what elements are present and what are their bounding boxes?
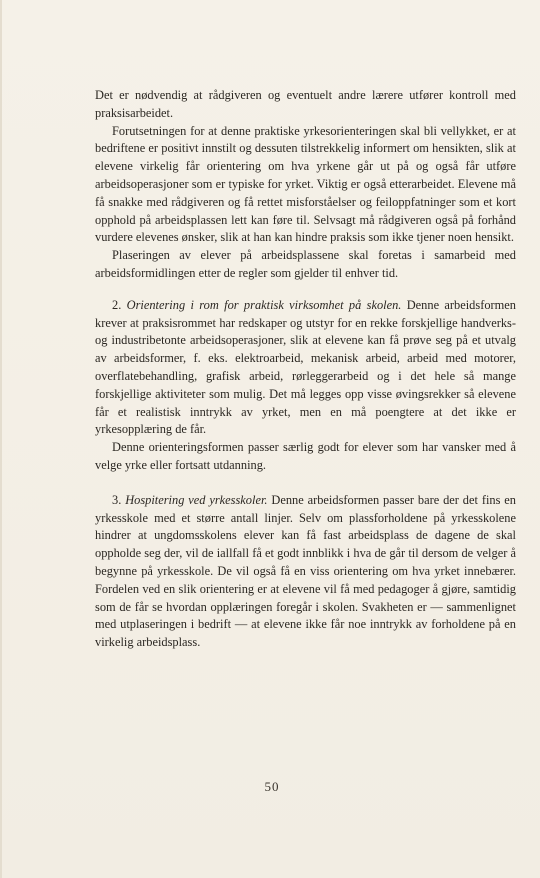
section-3-body: Denne arbeidsformen passer bare der det fins en yrkesskole med et større antall linjer. Selv om plassforholdene på yrkesskolene hindrer at ungdomsskolens elever kan få fast arbeidsplass de dagene de skal oppholde seg der, vil de iallfall få et godt innblikk i hva de går til dersom de velger å begynne på yrkesskole. De vil også få en viss orientering om hva yrket innebærer. Fordelen ved en slik orientering er at elevene vil få med pedagoger å gjøre, samtidig som de får se hvordan opplæringen foregår i skolen. Svakheten er — sammenlignet med utplaseringen i bedrift — at elevene ikke får noe inntrykk av forholdene på en virkelig arbeidsplass. — [95, 492, 516, 650]
paragraph-3: Plaseringen av elever på arbeidsplassene skal foretas i samarbeid med arbeidsformidlingen etter de regler som gjelder til enhver tid. — [95, 248, 516, 280]
section-3 — [95, 492, 516, 652]
section-3-heading: Hospitering ved yrkesskoler. — [125, 492, 268, 507]
section-2-number: 2. — [112, 297, 122, 312]
section-3-number: 3. — [112, 492, 122, 507]
section-2-heading: Orientering i rom for praktisk virksomhet på skolen. — [126, 297, 402, 312]
section-2 — [95, 297, 516, 439]
page-number: 50 — [264, 779, 280, 794]
paragraph-2: Forutsetningen for at denne praktiske yrkesorienteringen skal bli vellykket, er at bedriftene er positivt innstilt og dessuten tilstrekkelig informert om hensikten, slik at elevene virkelig får orientering om hva yrkene går ut på og også får utføre arbeidsoperasjoner som er typiske for yrket. Viktig er også etterarbeidet. Elevene må få snakke med rådgiveren og få rettet misforståelser og feiloppfatninger som et kort opphold på arbeidsplassen lett kan føre til. Selvsagt må rådgiveren også på forhånd vurdere elevenes ønsker, slik at han kan hindre praksis som ikke tjener noen hensikt. — [95, 123, 516, 245]
paragraph-1: Det er nødvendig at rådgiveren og eventuelt andre lærere utfører kontroll med praksisarbeidet. — [95, 88, 516, 120]
section-2-followup: Denne orienteringsformen passer særlig godt for elever som har vansker med å velge yrke eller fortsatt utdanning. — [95, 440, 516, 472]
section-2-body: Denne arbeidsformen krever at praksisrommet har redskaper og utstyr for en rekke forskjellige handverks- og industribetonte arbeidsoperasjoner, slik at elevene kan få prøve seg på et utvalg av arbeidsformer, f. eks. elektroarbeid, mekanisk arbeid, arbeid med motorer, overflatebehandling, grafisk arbeid, rørleggerarbeid og i det hele så mange forskjellige aktiviteter som mulig. Det må legges opp visse øvingsrekker så elevene får et realistisk inntrykk av yrket, men en må poengtere at det ikke er yrkesopplæring de får. — [95, 297, 516, 437]
body-text — [95, 87, 516, 652]
